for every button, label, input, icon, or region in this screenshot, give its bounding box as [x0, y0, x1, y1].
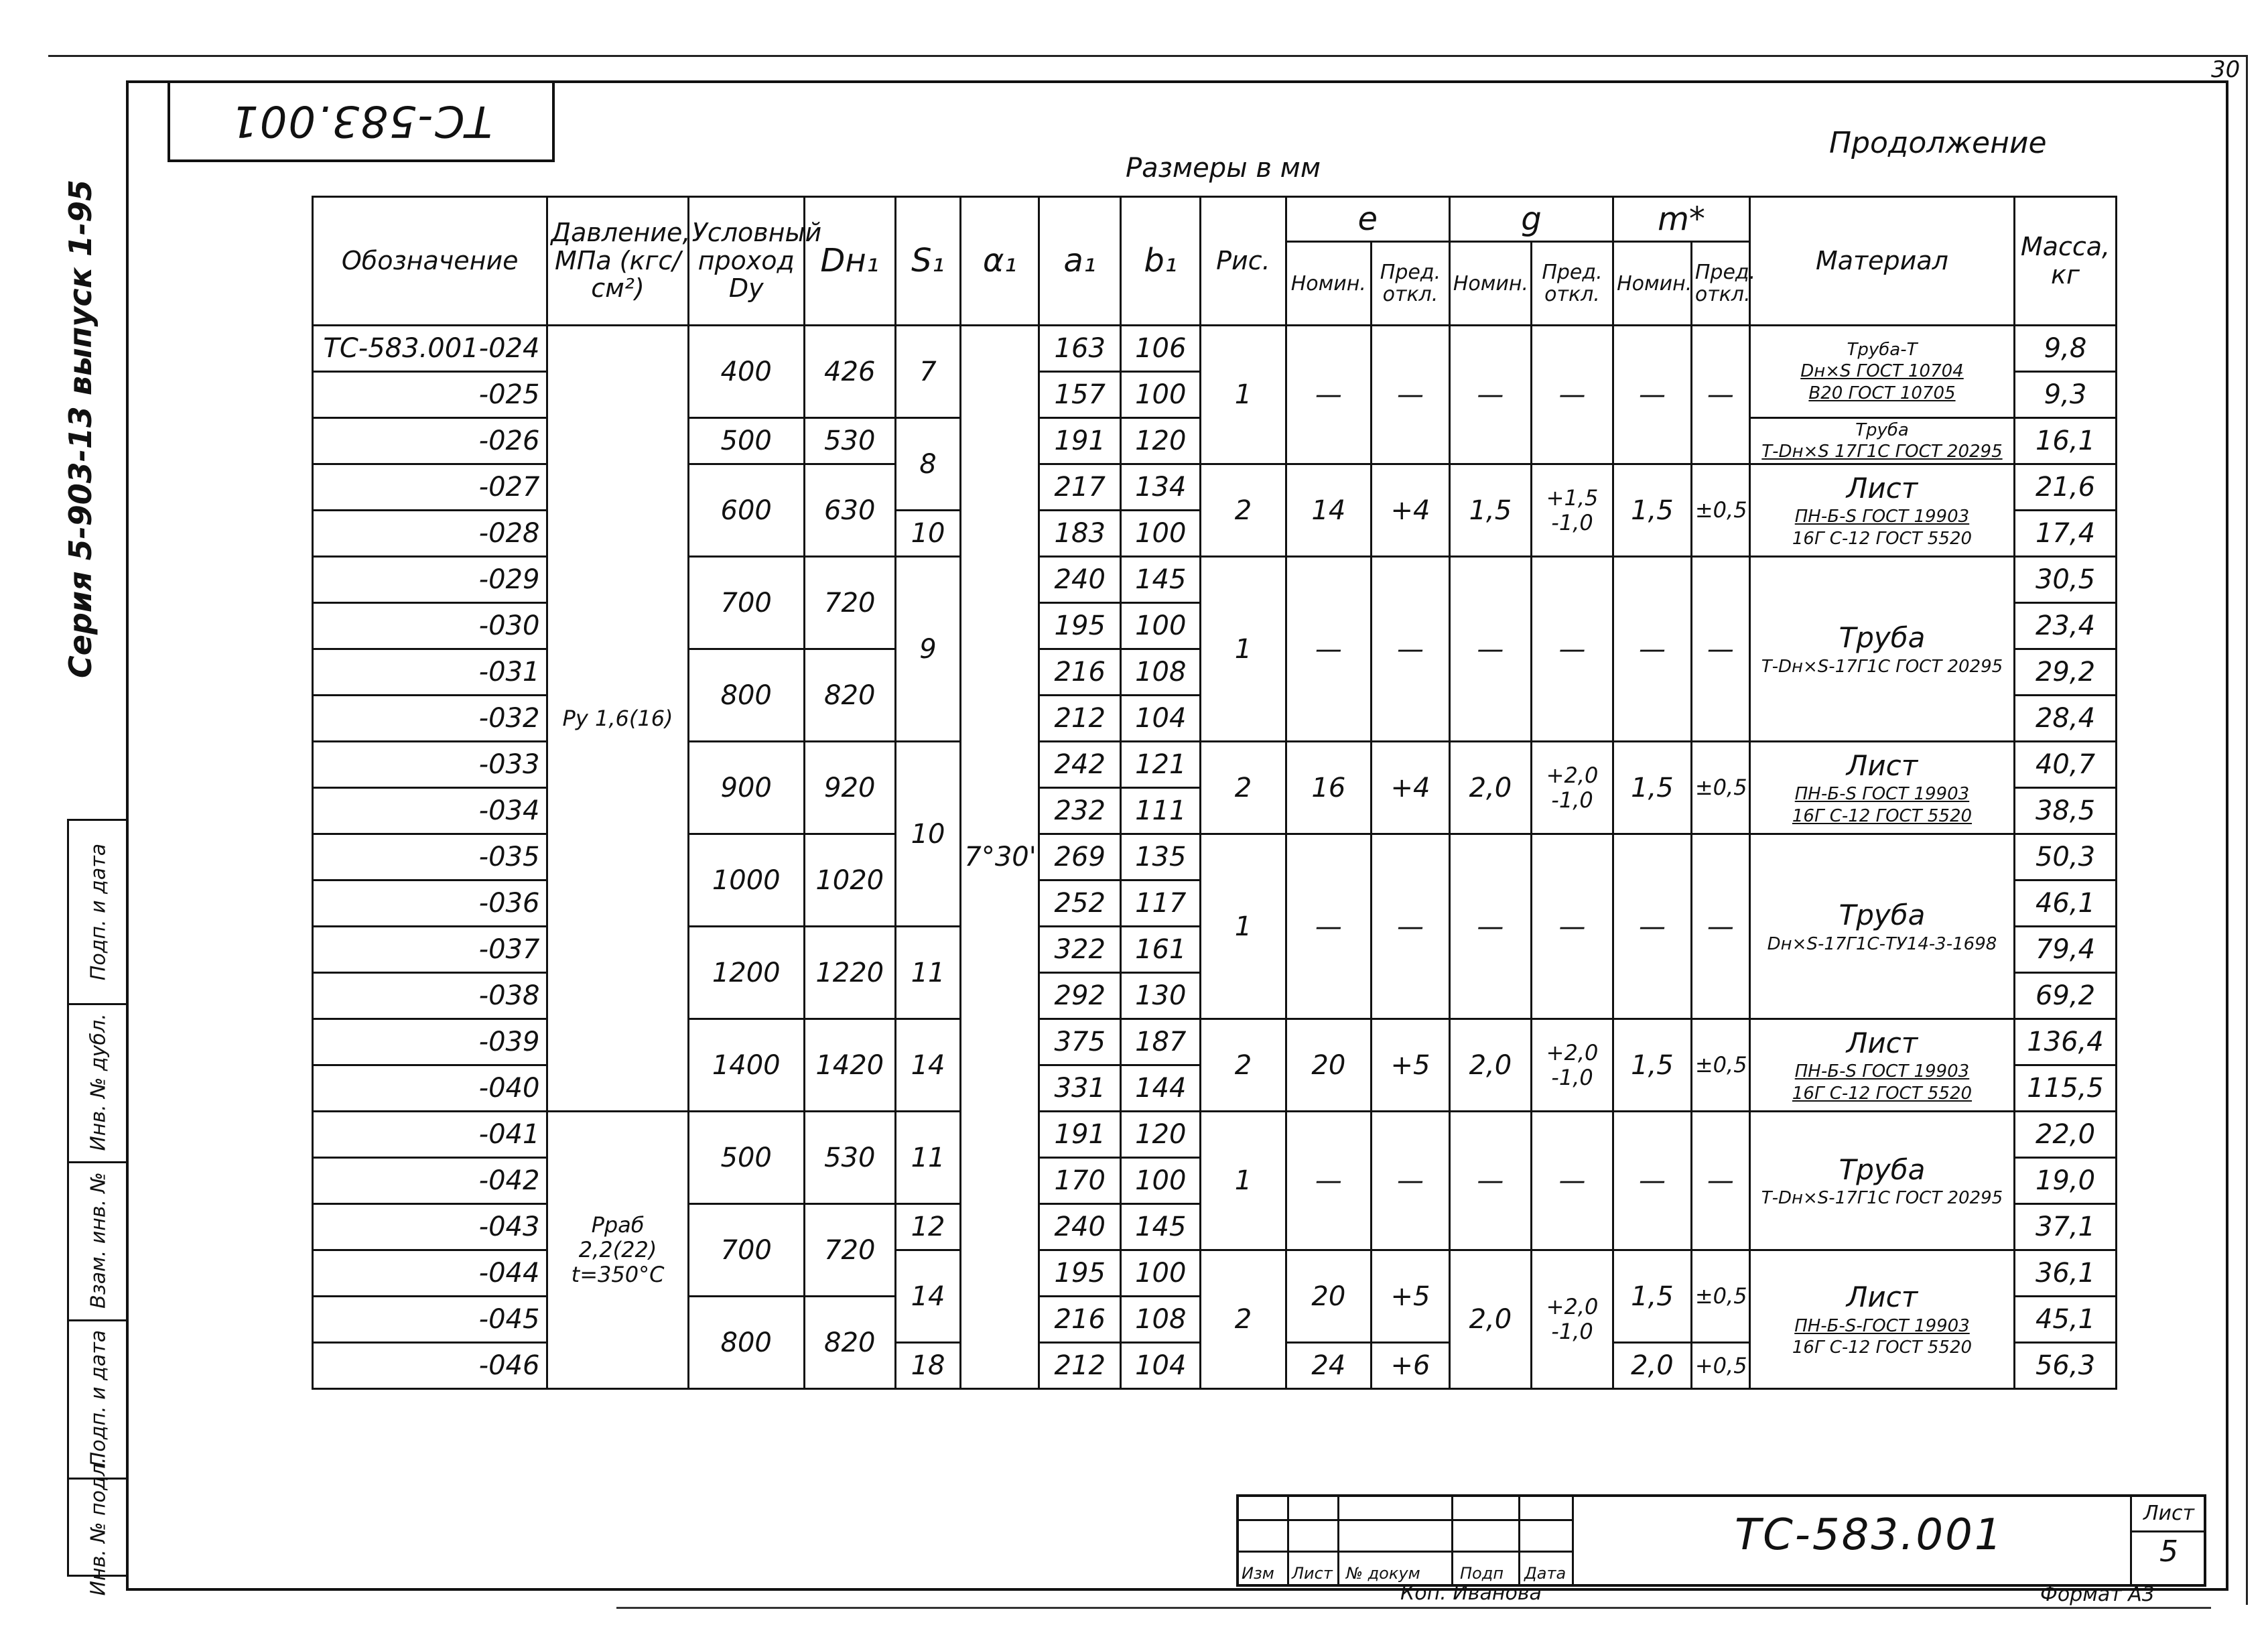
e-nom-cell: 20 [1286, 1019, 1371, 1112]
e-nom-cell: — [1286, 1112, 1371, 1250]
a1-cell: 240 [1039, 1204, 1121, 1250]
mass-cell: 45,1 [2014, 1297, 2116, 1343]
col-g: g [1449, 197, 1613, 242]
designation-cell: -032 [313, 696, 547, 742]
mass-cell: 30,5 [2014, 557, 2116, 603]
g-tol-cell: +2,0 -1,0 [1531, 742, 1613, 834]
col-e: е [1286, 197, 1449, 242]
mass-cell: 28,4 [2014, 696, 2116, 742]
m-nom-cell: 2,0 [1613, 1343, 1692, 1389]
g-tol-cell: +1,5 -1,0 [1531, 464, 1613, 557]
mass-cell: 9,3 [2014, 372, 2116, 418]
specification-table [312, 196, 2117, 1390]
mass-cell: 115,5 [2014, 1065, 2116, 1112]
e-tol-cell: +4 [1372, 742, 1450, 834]
col-fig: Рис. [1201, 197, 1286, 326]
a1-cell: 191 [1039, 418, 1121, 464]
dy-cell: 800 [688, 1297, 804, 1389]
designation-cell: -036 [313, 880, 547, 927]
g-nom-cell: — [1449, 326, 1531, 464]
side-approval-strip [67, 819, 128, 1595]
designation-cell: -035 [313, 834, 547, 880]
dn-cell: 530 [804, 1112, 895, 1204]
side-cell-dup-inv: Инв. № дубл. [69, 1003, 128, 1163]
title-block [1236, 1494, 2206, 1587]
designation-cell: -040 [313, 1065, 547, 1112]
series-label: Серия 5-903-13 выпуск 1-95 [62, 180, 98, 678]
a1-cell: 242 [1039, 742, 1121, 788]
a1-cell: 163 [1039, 326, 1121, 372]
m-tol-cell: — [1691, 1112, 1749, 1250]
material-cell: Труба Т-Dн×S-17Г1С ГОСТ 20295 [1749, 557, 2014, 742]
label-change: Изм [1242, 1564, 1274, 1583]
s1-cell: 11 [895, 927, 961, 1019]
e-tol-cell: — [1372, 834, 1450, 1019]
designation-cell: -039 [313, 1019, 547, 1065]
dn-cell: 1420 [804, 1019, 895, 1112]
m-tol-cell: — [1691, 326, 1749, 464]
dn-cell: 1020 [804, 834, 895, 927]
mass-cell: 46,1 [2014, 880, 2116, 927]
g-nom-cell: 2,0 [1449, 1250, 1531, 1389]
mass-cell: 50,3 [2014, 834, 2116, 880]
mass-cell: 56,3 [2014, 1343, 2116, 1389]
a1-cell: 292 [1039, 973, 1121, 1019]
e-nom-cell: — [1286, 557, 1371, 742]
material-cell: Труба Т-Dн×S 17Г1С ГОСТ 20295 [1749, 418, 2014, 464]
dy-cell: 600 [688, 464, 804, 557]
b1-cell: 144 [1121, 1065, 1201, 1112]
m-tol-cell: ±0,5 [1691, 1250, 1749, 1343]
drawing-code-rotated: ТС-583.001 [230, 96, 492, 145]
designation-cell: -045 [313, 1297, 547, 1343]
m-tol-cell: — [1691, 834, 1749, 1019]
m-tol-cell: ±0,5 [1691, 1019, 1749, 1112]
b1-cell: 120 [1121, 418, 1201, 464]
b1-cell: 100 [1121, 1158, 1201, 1204]
col-a1: a₁ [1039, 197, 1121, 326]
dn-cell: 1220 [804, 927, 895, 1019]
g-tol-cell: — [1531, 326, 1613, 464]
s1-cell: 10 [895, 742, 961, 927]
a1-cell: 232 [1039, 788, 1121, 834]
fig-cell: 2 [1201, 464, 1286, 557]
dy-cell: 900 [688, 742, 804, 834]
m-nom-cell: 1,5 [1613, 742, 1692, 834]
dy-cell: 1400 [688, 1019, 804, 1112]
b1-cell: 111 [1121, 788, 1201, 834]
designation-cell: -025 [313, 372, 547, 418]
m-tol-cell: — [1691, 557, 1749, 742]
pressure-group-2: Pраб 2,2(22) t=350°C [547, 1112, 688, 1389]
m-nom-cell: 1,5 [1613, 464, 1692, 557]
mass-cell: 136,4 [2014, 1019, 2116, 1065]
mass-cell: 22,0 [2014, 1112, 2116, 1158]
dy-cell: 1000 [688, 834, 804, 927]
b1-cell: 130 [1121, 973, 1201, 1019]
table-row [313, 1112, 2117, 1158]
side-cell-sign-date-2: Подп. и дата [69, 1319, 128, 1480]
col-s1: S₁ [895, 197, 961, 326]
a1-cell: 212 [1039, 696, 1121, 742]
dy-cell: 700 [688, 557, 804, 649]
mass-cell: 38,5 [2014, 788, 2116, 834]
col-designation: Обозначение [313, 197, 547, 326]
e-nom-cell: — [1286, 834, 1371, 1019]
sheet-corner-number: 30 [2211, 56, 2241, 83]
a1-cell: 183 [1039, 511, 1121, 557]
dn-cell: 530 [804, 418, 895, 464]
b1-cell: 134 [1121, 464, 1201, 511]
b1-cell: 100 [1121, 1250, 1201, 1297]
e-tol-cell: +4 [1372, 464, 1450, 557]
e-tol-cell: — [1372, 326, 1450, 464]
dy-cell: 400 [688, 326, 804, 418]
m-nom-cell: — [1613, 326, 1692, 464]
b1-cell: 100 [1121, 511, 1201, 557]
dy-cell: 700 [688, 1204, 804, 1297]
material-cell: Лист ПН-Б-S ГОСТ 19903 16Г С-12 ГОСТ 5520 [1749, 464, 2014, 557]
col-m-tol: Пред. откл. [1691, 242, 1749, 326]
fig-cell: 2 [1201, 1019, 1286, 1112]
fig-cell: 1 [1201, 1112, 1286, 1250]
m-nom-cell: 1,5 [1613, 1250, 1692, 1343]
e-nom-cell: — [1286, 326, 1371, 464]
a1-cell: 212 [1039, 1343, 1121, 1389]
designation-cell: -038 [313, 973, 547, 1019]
designation-cell: -037 [313, 927, 547, 973]
dn-cell: 720 [804, 1204, 895, 1297]
a1-cell: 195 [1039, 603, 1121, 649]
col-e-tol: Пред. откл. [1372, 242, 1450, 326]
g-nom-cell: 1,5 [1449, 464, 1531, 557]
m-nom-cell: — [1613, 557, 1692, 742]
g-nom-cell: — [1449, 1112, 1531, 1250]
b1-cell: 100 [1121, 603, 1201, 649]
designation-cell: -028 [313, 511, 547, 557]
a1-cell: 240 [1039, 557, 1121, 603]
designation-cell: -042 [313, 1158, 547, 1204]
m-nom-cell: 1,5 [1613, 1019, 1692, 1112]
a1-cell: 195 [1039, 1250, 1121, 1297]
col-m: m* [1613, 197, 1750, 242]
m-nom-cell: — [1613, 1112, 1692, 1250]
s1-cell: 8 [895, 418, 961, 511]
b1-cell: 161 [1121, 927, 1201, 973]
b1-cell: 108 [1121, 649, 1201, 696]
b1-cell: 108 [1121, 1297, 1201, 1343]
s1-cell: 10 [895, 511, 961, 557]
b1-cell: 187 [1121, 1019, 1201, 1065]
dn-cell: 820 [804, 1297, 895, 1389]
g-tol-cell: +2,0 -1,0 [1531, 1019, 1613, 1112]
label-date: Дата [1524, 1564, 1566, 1583]
e-nom-cell: 24 [1286, 1343, 1371, 1389]
pressure-group-1: Py 1,6(16) [547, 326, 688, 1112]
col-b1: b₁ [1121, 197, 1201, 326]
m-tol-cell: +0,5 [1691, 1343, 1749, 1389]
e-nom-cell: 14 [1286, 464, 1371, 557]
col-dy: Условный проход Dy [688, 197, 804, 326]
dn-cell: 630 [804, 464, 895, 557]
sheet-box [2130, 1497, 2206, 1584]
s1-cell: 12 [895, 1204, 961, 1250]
material-cell: Труба Dн×S-17Г1С-ТУ14-3-1698 [1749, 834, 2014, 1019]
col-material: Материал [1749, 197, 2014, 326]
col-g-nom: Номин. [1449, 242, 1531, 326]
designation-cell: -031 [313, 649, 547, 696]
dy-cell: 500 [688, 1112, 804, 1204]
a1-cell: 216 [1039, 1297, 1121, 1343]
sizes-note: Размеры в мм [1126, 153, 1321, 184]
designation-cell: -026 [313, 418, 547, 464]
e-tol-cell: +5 [1372, 1019, 1450, 1112]
e-tol-cell: — [1372, 1112, 1450, 1250]
table-row [313, 326, 2117, 372]
designation-cell: -044 [313, 1250, 547, 1297]
b1-cell: 120 [1121, 1112, 1201, 1158]
b1-cell: 106 [1121, 326, 1201, 372]
designation-cell: -041 [313, 1112, 547, 1158]
s1-cell: 14 [895, 1019, 961, 1112]
dn-cell: 920 [804, 742, 895, 834]
designation-cell: -027 [313, 464, 547, 511]
col-mass: Масса, кг [2014, 197, 2116, 326]
mass-cell: 17,4 [2014, 511, 2116, 557]
fig-cell: 2 [1201, 1250, 1286, 1389]
dy-cell: 1200 [688, 927, 804, 1019]
g-tol-cell: — [1531, 557, 1613, 742]
designation-cell: -033 [313, 742, 547, 788]
continuation-label: Продолжение [1829, 126, 2047, 160]
designation-cell: -034 [313, 788, 547, 834]
label-doc-number: № докум [1346, 1564, 1420, 1583]
mass-cell: 79,4 [2014, 927, 2116, 973]
mass-cell: 37,1 [2014, 1204, 2116, 1250]
m-tol-cell: ±0,5 [1691, 464, 1749, 557]
col-pressure: Давление, МПа (кгс/см²) [547, 197, 688, 326]
b1-cell: 117 [1121, 880, 1201, 927]
alpha-cell: 7°30' [961, 326, 1039, 1389]
fig-cell: 1 [1201, 326, 1286, 464]
g-tol-cell: +2,0 -1,0 [1531, 1250, 1613, 1389]
sheet-number: 5 [2159, 1534, 2178, 1569]
a1-cell: 269 [1039, 834, 1121, 880]
material-cell: Лист ПН-Б-S ГОСТ 19903 16Г С-12 ГОСТ 5520 [1749, 1019, 2014, 1112]
designation-cell: -046 [313, 1343, 547, 1389]
b1-cell: 145 [1121, 1204, 1201, 1250]
e-tol-cell: +5 [1372, 1250, 1450, 1343]
col-e-nom: Номин. [1286, 242, 1371, 326]
e-nom-cell: 16 [1286, 742, 1371, 834]
a1-cell: 157 [1039, 372, 1121, 418]
g-nom-cell: — [1449, 834, 1531, 1019]
fig-cell: 2 [1201, 742, 1286, 834]
mass-cell: 19,0 [2014, 1158, 2116, 1204]
b1-cell: 100 [1121, 372, 1201, 418]
g-tol-cell: — [1531, 1112, 1613, 1250]
a1-cell: 191 [1039, 1112, 1121, 1158]
side-cell-orig-inv: Инв. № подл. [86, 1457, 111, 1595]
col-dn: Dн₁ [804, 197, 895, 326]
mass-cell: 29,2 [2014, 649, 2116, 696]
mass-cell: 69,2 [2014, 973, 2116, 1019]
s1-cell: 18 [895, 1343, 961, 1389]
material-cell: Труба Т-Dн×S-17Г1С ГОСТ 20295 [1749, 1112, 2014, 1250]
mass-cell: 9,8 [2014, 326, 2116, 372]
a1-cell: 322 [1039, 927, 1121, 973]
side-cell-replace-inv: Взам. инв. № [69, 1161, 128, 1321]
top-drawing-code-stamp [168, 82, 555, 162]
dn-cell: 426 [804, 326, 895, 418]
dn-cell: 820 [804, 649, 895, 742]
a1-cell: 170 [1039, 1158, 1121, 1204]
b1-cell: 135 [1121, 834, 1201, 880]
mass-cell: 36,1 [2014, 1250, 2116, 1297]
g-nom-cell: 2,0 [1449, 1019, 1531, 1112]
s1-cell: 11 [895, 1112, 961, 1204]
s1-cell: 14 [895, 1250, 961, 1343]
fig-cell: 1 [1201, 834, 1286, 1019]
m-tol-cell: ±0,5 [1691, 742, 1749, 834]
col-alpha: α₁ [961, 197, 1039, 326]
material-cell: Лист ПН-Б-S ГОСТ 19903 16Г С-12 ГОСТ 5520 [1749, 742, 2014, 834]
a1-cell: 331 [1039, 1065, 1121, 1112]
document-number: ТС-583.001 [1735, 1510, 2004, 1560]
label-sheet: Лист [1292, 1564, 1333, 1583]
sheet-label: Лист [2132, 1497, 2206, 1532]
a1-cell: 252 [1039, 880, 1121, 927]
material-cell: Лист ПН-Б-S-ГОСТ 19903 16Г С-12 ГОСТ 5520 [1749, 1250, 2014, 1389]
e-tol-cell: +6 [1372, 1343, 1450, 1389]
b1-cell: 104 [1121, 1343, 1201, 1389]
col-g-tol: Пред. откл. [1531, 242, 1613, 326]
revision-grid [1239, 1497, 1574, 1584]
g-nom-cell: — [1449, 557, 1531, 742]
material-cell: Труба-Т Dн×S ГОСТ 10704 В20 ГОСТ 10705 [1749, 326, 2014, 418]
dn-cell: 720 [804, 557, 895, 649]
a1-cell: 375 [1039, 1019, 1121, 1065]
b1-cell: 145 [1121, 557, 1201, 603]
bottom-rule [616, 1607, 2211, 1609]
b1-cell: 121 [1121, 742, 1201, 788]
label-signature: Подп [1460, 1564, 1504, 1583]
designation-cell: -030 [313, 603, 547, 649]
s1-cell: 9 [895, 557, 961, 742]
g-nom-cell: 2,0 [1449, 742, 1531, 834]
dy-cell: 500 [688, 418, 804, 464]
g-tol-cell: — [1531, 834, 1613, 1019]
s1-cell: 7 [895, 326, 961, 418]
b1-cell: 104 [1121, 696, 1201, 742]
mass-cell: 21,6 [2014, 464, 2116, 511]
fig-cell: 1 [1201, 557, 1286, 742]
a1-cell: 216 [1039, 649, 1121, 696]
dy-cell: 800 [688, 649, 804, 742]
paper-format: Формат А3 [2040, 1583, 2155, 1606]
m-nom-cell: — [1613, 834, 1692, 1019]
designation-cell: -043 [313, 1204, 547, 1250]
mass-cell: 40,7 [2014, 742, 2116, 788]
copied-by: Коп. Иванова [1400, 1581, 1542, 1605]
e-nom-cell: 20 [1286, 1250, 1371, 1343]
side-cell-sign-date-1: Подп. и дата [69, 821, 128, 1005]
designation-cell: -029 [313, 557, 547, 603]
col-m-nom: Номин. [1613, 242, 1692, 326]
e-tol-cell: — [1372, 557, 1450, 742]
mass-cell: 16,1 [2014, 418, 2116, 464]
mass-cell: 23,4 [2014, 603, 2116, 649]
designation-cell: ТС-583.001-024 [313, 326, 547, 372]
a1-cell: 217 [1039, 464, 1121, 511]
